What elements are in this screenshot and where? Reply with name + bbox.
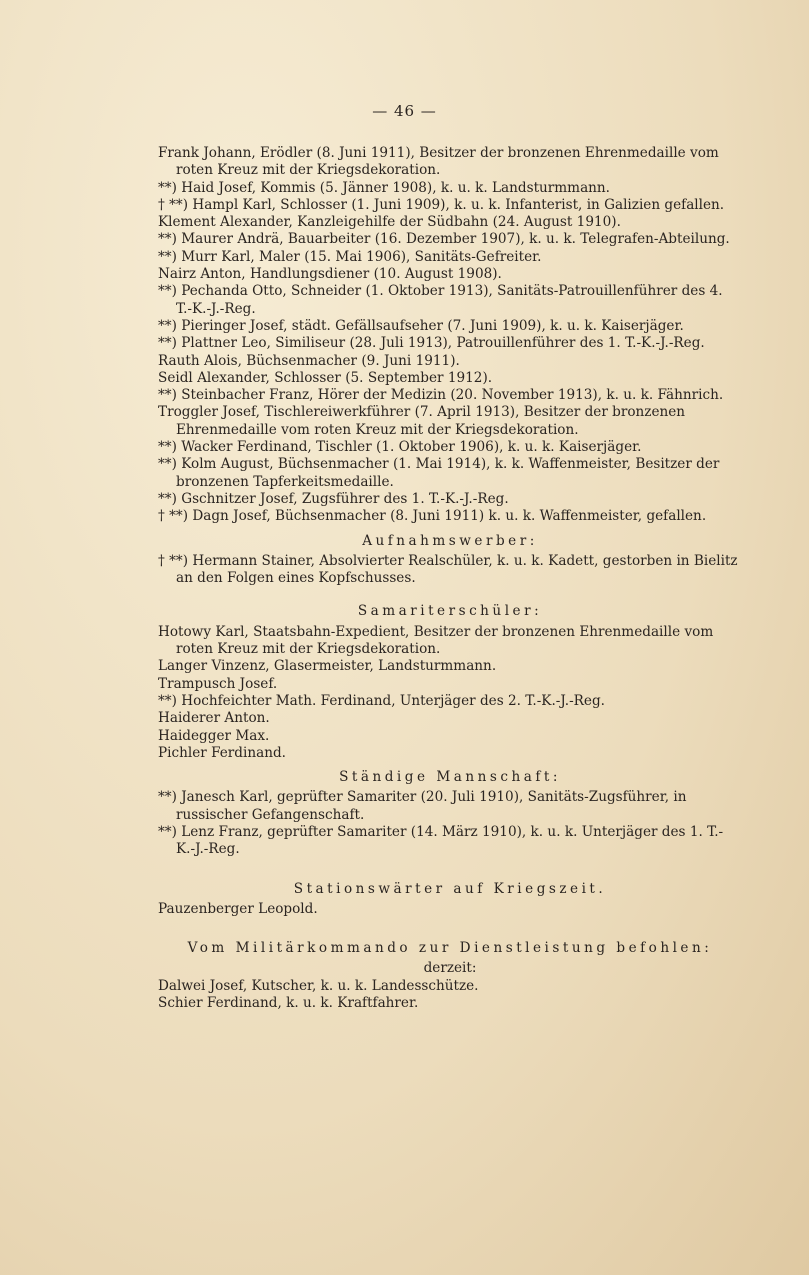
list-item: Langer Vinzenz, Glasermeister, Landsturmmann. — [158, 658, 497, 675]
list-item: **) Kolm August, Büchsenmacher (1. Mai 1914), k. k. Waffenmeister, Besitzer der bronzenen Tapferkeitsmedaille. — [158, 456, 720, 490]
list-item: **) Murr Karl, Maler (15. Mai 1906), Sanitäts-Gefreiter. — [158, 248, 542, 265]
list-item: Rauth Alois, Büchsenmacher (9. Juni 1911). — [158, 352, 460, 369]
list-item: Seidl Alexander, Schlosser (5. September 1912). — [158, 369, 493, 386]
list-item: **) Plattner Leo, Similiseur (28. Juli 1913), Patrouillenführer des 1. T.-K.-J.-Reg. — [158, 335, 705, 352]
entries-top — [158, 145, 742, 526]
list-item: **) Lenz Franz, geprüfter Samariter (14. März 1910), k. u. k. Unterjäger des 1. T.-K.-J.-Reg. — [158, 823, 724, 858]
list-item: **) Wacker Ferdinand, Tischler (1. Oktober 1906), k. u. k. Kaiserjäger. — [158, 439, 642, 456]
section-heading-militaerkommando: Vom Militärkommando zur Dienstleistung befohlen: — [187, 940, 713, 957]
list-item: † **) Hampl Karl, Schlosser (1. Juni 1909), k. u. k. Infanterist, in Galizien gefallen. — [158, 196, 725, 213]
list-item: **) Hochfeichter Math. Ferdinand, Unterjäger des 2. T.-K.-J.-Reg. — [158, 692, 605, 709]
list-item: Klement Alexander, Kanzleigehilfe der Südbahn (24. August 1910). — [158, 214, 621, 231]
list-item: **) Janesch Karl, geprüfter Samariter (20. Juli 1910), Sanitäts-Zugsführer, in russischer Gefangenschaft. — [158, 789, 687, 823]
list-item: Frank Johann, Erödler (8. Juni 1911), Besitzer der bronzenen Ehrenmedaille vom roten Kreuz mit der Kriegsdekoration. — [158, 145, 719, 179]
list-item: Haidegger Max. — [158, 727, 270, 744]
list-item: **) Pechanda Otto, Schneider (1. Oktober 1913), Sanitäts-Patrouillenführer des 4. T.-K.-J.-Reg. — [158, 283, 723, 317]
section-heading-samariterschueler: Samariterschüler: — [357, 603, 543, 620]
list-item: Schier Ferdinand, k. u. k. Kraftfahrer. — [158, 995, 419, 1012]
section-heading-stationswaerter: Stationswärter auf Kriegszeit. — [293, 880, 607, 897]
list-item: **) Steinbacher Franz, Hörer der Medizin (20. November 1913), k. u. k. Fähnrich. — [158, 387, 724, 404]
list-item: **) Gschnitzer Josef, Zugsführer des 1. T.-K.-J.-Reg. — [158, 490, 509, 507]
list-item: **) Pieringer Josef, städt. Gefällsaufseher (7. Juni 1909), k. u. k. Kaiserjäger. — [158, 317, 684, 334]
list-item: **) Maurer Andrä, Bauarbeiter (16. Dezember 1907), k. u. k. Telegrafen-Abteilung. — [158, 231, 730, 248]
list-item: Trampusch Josef. — [158, 675, 278, 692]
section-heading-staendige-mannschaft: Ständige Mannschaft: — [339, 769, 561, 786]
member-list — [158, 145, 742, 1012]
list-item: † **) Hermann Stainer, Absolvierter Realschüler, k. u. k. Kadett, gestorben in Bielitz an den Folgen eines Kopfschusses. — [158, 552, 738, 587]
list-item: Troggler Josef, Tischlereiwerkführer (7. April 1913), Besitzer der bronzenen Ehrenmedaille vom roten Kreuz mit der Kriegsdekoration. — [158, 404, 686, 438]
list-item: Haiderer Anton. — [158, 710, 270, 727]
section-heading-aufnahmswerber: Aufnahmswerber: — [362, 532, 538, 549]
list-item: Pauzenberger Leopold. — [158, 900, 318, 917]
list-item: **) Haid Josef, Kommis (5. Jänner 1908), k. u. k. Landsturmmann. — [158, 179, 611, 196]
list-item: † **) Dagn Josef, Büchsenmacher (8. Juni 1911) k. u. k. Waffenmeister, gefallen. — [158, 508, 707, 525]
section-subheading-derzeit: derzeit: — [423, 960, 477, 977]
page-number: — 46 — — [372, 102, 437, 120]
list-item: Pichler Ferdinand. — [158, 744, 286, 761]
list-item: Dalwei Josef, Kutscher, k. u. k. Landesschütze. — [158, 977, 479, 994]
list-item: Hotowy Karl, Staatsbahn-Expedient, Besitzer der bronzenen Ehrenmedaille vom roten Kreuz mit der Kriegsdekoration. — [158, 623, 714, 658]
list-item: Nairz Anton, Handlungsdiener (10. August 1908). — [158, 266, 502, 283]
